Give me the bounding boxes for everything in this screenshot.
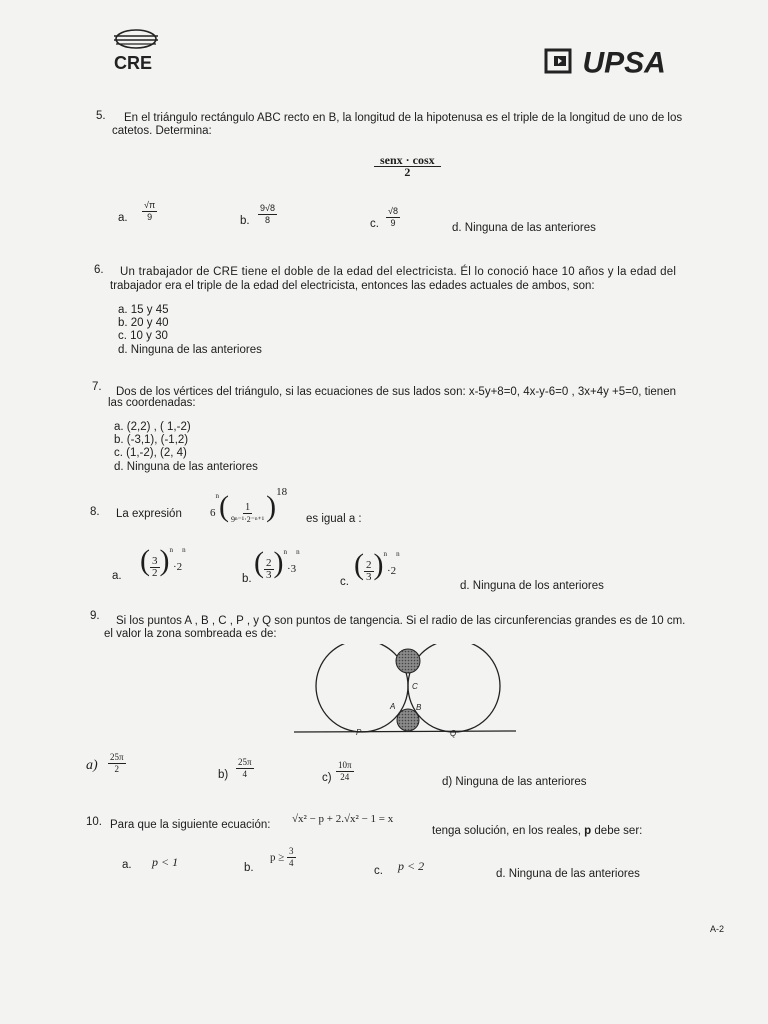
cre-logo-text: CRE	[114, 53, 153, 73]
q8-close-paren: )	[266, 490, 277, 523]
q9-left-circle	[316, 644, 408, 732]
q7-text-line1: Dos de los vértices del triángulo, si las ecuaciones de sus lados son: x-5y+8=0, 4x-y-6=0 , 3x+4y +5=0, tienen	[116, 386, 676, 398]
q8-a-num: 3	[152, 554, 158, 567]
q8-lead: La expresión	[116, 508, 182, 520]
q10-option-c: p < 2	[398, 859, 425, 873]
q9-option-c	[336, 760, 354, 783]
q6-text-line1: Un trabajador de CRE tiene el doble de la edad del electricista. Él lo conoció hace 10 años y la edad del	[120, 266, 677, 278]
q8-b-rest-exp: n	[296, 548, 300, 556]
q10-b-den: 4	[289, 858, 294, 868]
q5-option-d: d. Ninguna de las anteriores	[452, 222, 596, 234]
q8-open-paren: (	[219, 490, 229, 523]
q8-b-den: 3	[266, 568, 272, 581]
q6-option-b: b. 20 y 40	[118, 317, 169, 329]
q5-text-line2: catetos. Determina:	[112, 125, 212, 137]
q9-text-line2: el valor la zona sombreada es de:	[104, 628, 277, 640]
q8-expr-base-exp: n	[215, 492, 219, 500]
q10-option-a-label: a.	[122, 859, 132, 871]
q10-tail	[432, 825, 642, 838]
q9-c-den: 24	[340, 772, 350, 782]
q5-option-a-label: a.	[118, 212, 128, 224]
q5-b-num: 9√8	[260, 203, 275, 213]
q8-expr-exp: 18	[276, 486, 288, 498]
q8-option-a: ( $\frac{3}{2}$ )$^n\cdot 2^n$	[140, 544, 186, 579]
q9-b-num: 25π	[238, 757, 252, 767]
q10-number: 10.	[86, 816, 102, 828]
cre-logo-graphic	[108, 28, 164, 50]
q8-option-c: ( $\frac{2}{3}$ )$^n\cdot 2^n$	[354, 548, 400, 583]
cre-logo	[108, 28, 164, 72]
q10-lead: Para que la siguiente ecuación:	[110, 819, 271, 831]
q5-text-line1: En el triángulo rectángulo ABC recto en B, la longitud de la hipotenusa es el triple de la longitud de uno de los	[124, 112, 683, 124]
upsa-logo	[544, 46, 666, 86]
q10-option-c-label: c.	[374, 865, 383, 877]
q6-number: 6.	[94, 264, 104, 276]
q9-figure	[290, 644, 520, 740]
q10-tail-variable: p	[584, 825, 592, 837]
q10-option-b-label: b.	[244, 862, 254, 874]
q8-option-d: d. Ninguna de los anteriores	[460, 580, 604, 592]
q8-b-rest: ·3	[287, 563, 297, 575]
q8-c-rest-exp: n	[396, 550, 400, 558]
q9-option-c-label: c)	[322, 772, 332, 784]
q5-b-den: 8	[264, 215, 270, 225]
q5-c-den: 9	[390, 218, 396, 228]
q5-number: 5.	[96, 110, 106, 122]
q10-b-num: 3	[289, 846, 294, 856]
q5-expr-numerator: senx · cosx	[374, 155, 441, 167]
q7-text-line2: las coordenadas:	[108, 397, 196, 409]
q10-tail-text: tenga solución, en los reales,	[432, 825, 581, 837]
q9-top-shaded-circle	[396, 649, 420, 673]
q8-a-rest-exp: n	[182, 546, 186, 554]
q9-option-b-label: b)	[218, 769, 229, 781]
q6-option-c: c. 10 y 30	[118, 330, 168, 342]
q5-a-den: 9	[147, 212, 153, 222]
q10-option-d: d. Ninguna de las anteriores	[496, 868, 640, 880]
q9-text-line1: Si los puntos A , B , C , P , y Q son puntos de tangencia. Si el radio de las circunferencias grandes es de 10 cm.	[116, 615, 686, 627]
q9-tangent-line	[294, 731, 516, 732]
q10-option-b	[270, 846, 296, 869]
q9-label-c: C	[412, 682, 418, 691]
q8-c-den: 3	[366, 570, 372, 583]
q8-expr-num: 1	[245, 501, 251, 513]
upsa-emblem-icon	[544, 46, 578, 81]
upsa-logo-text: UPSA	[582, 46, 666, 80]
q8-tail: es igual a :	[306, 513, 362, 525]
q5-option-c-label: c.	[370, 218, 379, 230]
page-code: A-2	[710, 924, 725, 934]
q8-c-exp: n	[383, 550, 387, 558]
q5-option-c	[386, 206, 400, 229]
q8-a-rest: ·2	[173, 561, 183, 573]
q8-option-c-label: c.	[340, 576, 349, 588]
q9-option-b	[236, 757, 254, 780]
q7-option-a: a. (2,2) , ( 1,-2)	[114, 421, 191, 433]
q8-c-num: 2	[366, 558, 372, 571]
q9-right-circle	[408, 644, 500, 732]
q9-option-a-label: a)	[86, 758, 98, 773]
q8-expr-den: 9ⁿ⁻¹·2⁻ⁿ⁺¹	[231, 514, 265, 524]
q9-label-b: B	[416, 703, 422, 712]
q8-a-exp: n	[169, 546, 173, 554]
q8-b-num: 2	[266, 556, 272, 569]
q5-expr-denominator: 2	[404, 165, 411, 179]
q8-c-rest: ·2	[387, 565, 397, 577]
q7-number: 7.	[92, 381, 102, 393]
q8-option-b: ( $\frac{2}{3}$ )$^n\cdot 3^n$	[254, 546, 300, 581]
q9-number: 9.	[90, 610, 100, 622]
q10-equation: √x² − p + 2.√x² − 1 = x	[292, 813, 394, 825]
q9-label-p: P	[356, 728, 362, 737]
q9-c-num: 10π	[338, 760, 352, 770]
q7-option-c: c. (1,-2), (2, 4)	[114, 447, 187, 459]
q8-a-den: 2	[152, 566, 158, 579]
q7-option-b: b. (-3,1), (-1,2)	[114, 434, 189, 446]
q9-label-a: A	[390, 702, 396, 711]
q5-a-num: √π	[144, 200, 156, 210]
q6-text-line2: trabajador era el triple de la edad del electricista, entonces las edades actuales de ambos, son:	[110, 280, 595, 292]
q10-option-a: p < 1	[152, 855, 179, 869]
q10-b-prefix: p ≥	[270, 851, 285, 864]
q5-c-num: √8	[388, 206, 398, 216]
q8-expr-base: 6	[210, 507, 216, 519]
q5-option-b-label: b.	[240, 215, 250, 227]
q5-expression	[374, 155, 441, 178]
q9-a-den: 2	[114, 764, 120, 774]
q8-option-a-label: a.	[112, 570, 122, 582]
q8-b-exp: n	[283, 548, 287, 556]
q7-option-d: d. Ninguna de las anteriores	[114, 461, 258, 473]
q6-option-a: a. 15 y 45	[118, 304, 169, 316]
q9-label-q: Q	[450, 729, 457, 738]
q8-expression	[210, 486, 288, 525]
q9-option-a	[108, 752, 126, 775]
q9-bottom-shaded-circle	[397, 709, 419, 731]
q5-option-b	[258, 203, 277, 226]
q6-option-d: d. Ninguna de las anteriores	[118, 344, 262, 356]
q8-number: 8.	[90, 506, 100, 518]
q10-tail-text2: debe ser:	[594, 825, 643, 837]
q9-b-den: 4	[242, 769, 248, 779]
q9-a-num: 25π	[110, 752, 124, 762]
q5-option-a	[142, 200, 157, 223]
q9-option-d: d) Ninguna de las anteriores	[442, 776, 587, 788]
q8-option-b-label: b.	[242, 573, 252, 585]
